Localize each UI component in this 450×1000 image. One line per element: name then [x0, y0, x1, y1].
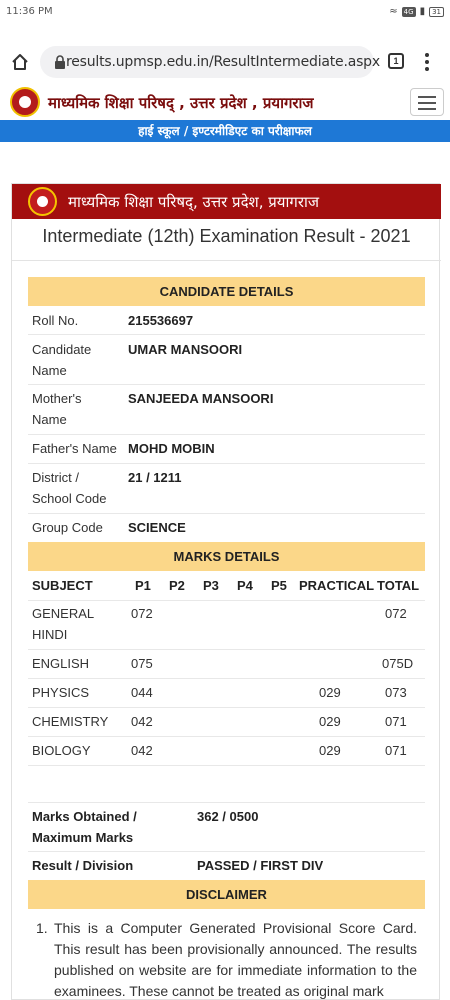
field-value: SANJEEDA MANSOORI: [128, 391, 274, 406]
nav-bar[interactable]: हाई स्कूल / इण्टरमीडिएट का परीक्षाफल: [0, 120, 450, 142]
subject-cell: GENERAL HINDI: [32, 606, 94, 642]
p1-cell: 072: [131, 606, 153, 621]
total-cell: 071: [385, 743, 407, 758]
column-header: SUBJECT: [32, 578, 93, 593]
total-cell: 073: [385, 685, 407, 700]
p1-cell: 075: [131, 656, 153, 671]
site-title[interactable]: माध्यमिक शिक्षा परिषद् , उत्तर प्रदेश , प्रयागराज: [48, 94, 314, 112]
field-value: 215536697: [128, 313, 194, 328]
p1-cell: 044: [131, 685, 153, 700]
status-bar: [0, 0, 450, 26]
browser-toolbar: [0, 40, 450, 84]
field-label: Roll No.: [32, 313, 79, 328]
total-cell: 072: [385, 606, 407, 621]
column-header: PRACTICAL: [299, 578, 375, 593]
field-value: UMAR MANSOORI: [128, 342, 243, 357]
hamburger-line-icon: [418, 108, 436, 110]
field-value: MOHD MOBIN: [128, 441, 215, 456]
lock-icon[interactable]: [54, 55, 66, 69]
disclaimer-text: This is a Computer Generated Provisional Score Card. This result has been provisionally announced. The results published on website are for immediate information to the examinees. These cannot be treated as original mark: [54, 920, 417, 999]
divider: [28, 649, 425, 650]
divider: [28, 765, 425, 766]
divider: [28, 736, 425, 737]
status-time: 11:36 PM: [6, 6, 53, 17]
wifi-icon: ≈: [389, 6, 398, 17]
hamburger-menu-button[interactable]: [410, 88, 444, 116]
field-label: District / School Code: [32, 470, 107, 506]
disclaimer-heading: DISCLAIMER: [28, 880, 425, 909]
marks-obtained-value: 362 / 0500: [197, 809, 259, 824]
battery-icon: 31: [429, 7, 444, 17]
column-header: P5: [271, 578, 287, 593]
subject-cell: ENGLISH: [32, 656, 90, 671]
p1-cell: 042: [131, 714, 153, 729]
result-value: PASSED / FIRST DIV: [197, 858, 324, 873]
hamburger-line-icon: [418, 96, 436, 98]
marks-obtained-label: Marks Obtained / Maximum Marks: [32, 809, 137, 845]
banner-text: माध्यमिक शिक्षा परिषद्, उत्तर प्रदेश, प्रयागराज: [68, 193, 319, 211]
divider: [28, 851, 425, 852]
divider: [28, 513, 425, 514]
total-cell: 071: [385, 714, 407, 729]
url-text[interactable]: results.upmsp.edu.in/ResultIntermediate.aspx: [66, 54, 380, 70]
more-options-icon[interactable]: [424, 52, 430, 72]
signal-icon: ▮: [419, 6, 426, 17]
field-label: Group Code: [32, 520, 103, 535]
home-icon[interactable]: [10, 52, 30, 72]
divider: [12, 260, 441, 261]
subject-cell: PHYSICS: [32, 685, 90, 700]
marks-details-heading: MARKS DETAILS: [28, 542, 425, 571]
field-value: SCIENCE: [128, 520, 186, 535]
field-value: 21 / 1211: [128, 470, 182, 485]
column-header: P1: [135, 578, 151, 593]
disclaimer-number: 1.: [36, 920, 48, 936]
card-banner: [12, 184, 441, 219]
disclaimer-item: [36, 918, 417, 1000]
divider: [28, 802, 425, 803]
divider: [28, 678, 425, 679]
divider: [28, 434, 425, 435]
result-card: [11, 183, 440, 1000]
column-header: TOTAL: [377, 578, 420, 593]
column-header: P3: [203, 578, 219, 593]
field-label: Father's Name: [32, 441, 117, 456]
total-cell: 075D: [382, 656, 414, 671]
column-header: P2: [169, 578, 185, 593]
divider: [28, 334, 425, 335]
page-title: Intermediate (12th) Examination Result - 2021: [42, 226, 411, 246]
status-icons: [389, 6, 444, 17]
practical-cell: 029: [319, 714, 341, 729]
tab-switcher-button[interactable]: 1: [388, 53, 404, 69]
divider: [28, 384, 425, 385]
field-label: Mother's Name: [32, 391, 82, 427]
practical-cell: 029: [319, 685, 341, 700]
board-logo: [28, 187, 57, 216]
hamburger-line-icon: [418, 102, 436, 104]
subject-cell: CHEMISTRY: [32, 714, 109, 729]
practical-cell: 029: [319, 743, 341, 758]
subject-cell: BIOLOGY: [32, 743, 91, 758]
field-label: Candidate Name: [32, 342, 92, 378]
address-bar[interactable]: [40, 46, 380, 78]
divider: [28, 707, 425, 708]
site-header: [0, 84, 450, 120]
divider: [28, 600, 425, 601]
result-label: Result / Division: [32, 858, 134, 873]
board-logo[interactable]: [10, 87, 40, 117]
network-badge: 4G: [403, 7, 414, 16]
divider: [28, 463, 425, 464]
candidate-details-heading: CANDIDATE DETAILS: [28, 277, 425, 306]
p1-cell: 042: [131, 743, 153, 758]
column-header: P4: [237, 578, 253, 593]
